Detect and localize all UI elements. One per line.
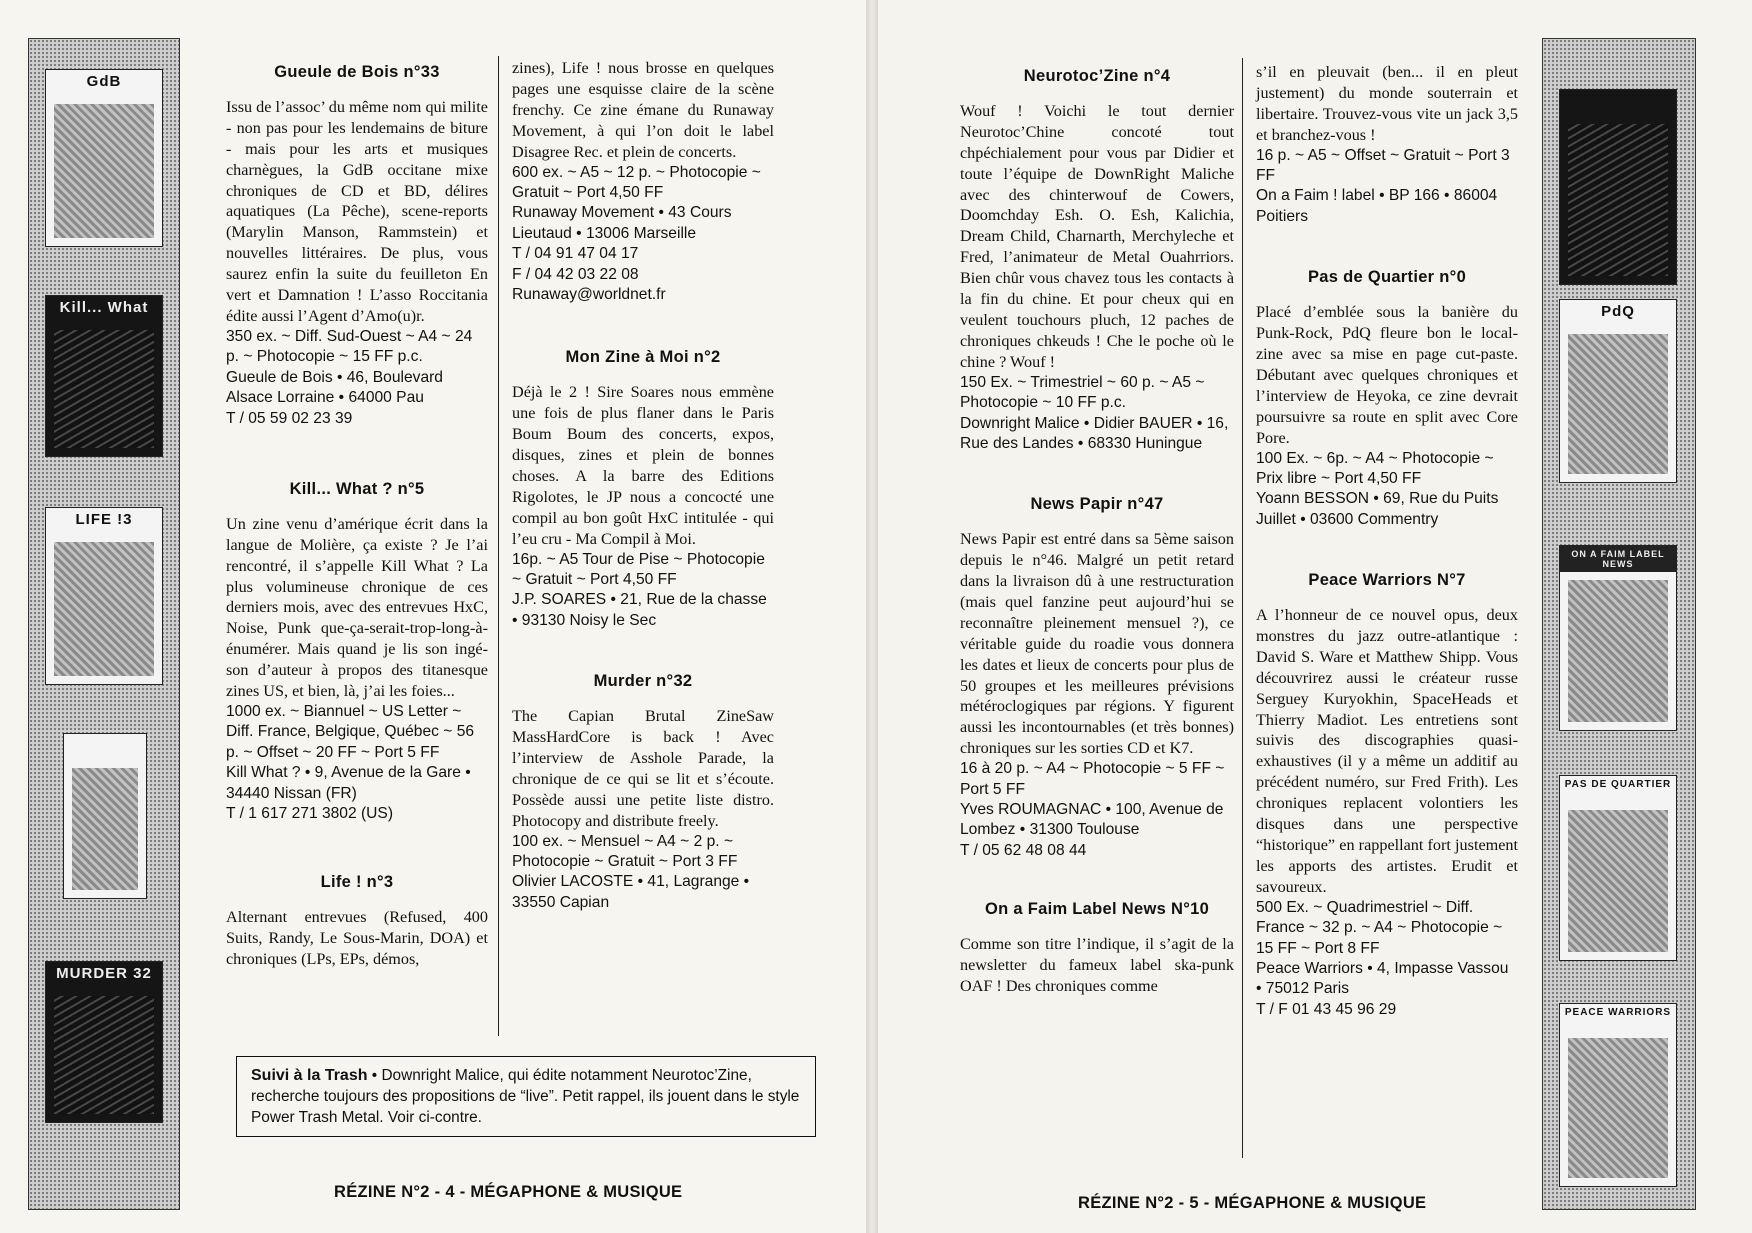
cover-thumbnail-kill-what	[45, 295, 163, 457]
left-page-footer: RÉZINE N°2 - 4 - MÉGAPHONE & MUSIQUE	[334, 1183, 683, 1201]
right-cover-strip	[1542, 38, 1696, 1210]
meta-line: Yves ROUMAGNAC • 100, Avenue de Lombez • 31300 Toulouse	[960, 801, 1224, 839]
column-rule	[1242, 58, 1243, 1158]
article-body: Placé d’emblée sous la banière du Punk-Rock, PdQ fleure bon le local-zine avec sa mise en page cut-paste. Débutant avec quelques chroniques et l’interview de Heyoka, ce zine devrait poursuivre sa route en split avec Core Pore.	[1256, 303, 1518, 447]
cover-label: GdB	[86, 73, 122, 90]
article-title: Peace Warriors N°7	[1308, 571, 1466, 590]
meta-line: 600 ex. ~ A5 ~ 12 p. ~ Photocopie ~ Gratuit ~ Port 4,50 FF	[512, 163, 761, 201]
article-body: zines), Life ! nous brosse en quelques pages une esquisse claire de la scène frenchy. Ce zine émane du Runaway Movement, à qui l’on doit le label Disagree Rec. et plein de concerts.	[512, 59, 774, 161]
article-body: The Capian Brutal ZineSaw MassHardCore is back ! Avec l’interview de Asshole Parade, la chronique de ce qui se lit et s’écoute. Possède aussi une petite liste distro. Photocopy and distribute freely.	[512, 707, 774, 830]
left-column-2	[512, 58, 774, 913]
article-meta	[226, 702, 488, 824]
suivi-a-la-trash-box	[236, 1056, 816, 1137]
meta-line: 100 ex. ~ Mensuel ~ A4 ~ 2 p. ~ Photocopie ~ Gratuit ~ Port 3 FF	[512, 832, 738, 870]
meta-line: Runaway@worldnet.fr	[512, 285, 666, 303]
right-column-1	[960, 66, 1234, 997]
cover-label	[1560, 90, 1676, 96]
cover-label: PdQ	[1601, 303, 1635, 320]
left-column-1	[226, 62, 488, 970]
article-title: Pas de Quartier n°0	[1307, 268, 1467, 287]
article-body: News Papir est entré dans sa 5ème saison depuis le n°46. Malgré un petit retard dans la livraison dû à une restructuration (mais quel fanzine peut aujourd’hui se reconnaître pleinement mensuel ?), ce véritable guide du roadie vous donnera les dates et lieux de concerts pour plus de 50 groupes et les meilleures prévisions météroclogiques par régions. Y figurent aussi les incontournables (et très bonnes) chroniques sur les sorties CD et K7.	[960, 530, 1234, 758]
article-meta	[960, 373, 1234, 455]
meta-line: 350 ex. ~ Diff. Sud-Ouest ~ A4 ~ 24 p. ~ Photocopie ~ 15 FF p.c.	[226, 327, 473, 366]
meta-line: Kill What ? • 9, Avenue de la Gare • 34440 Nissan (FR)	[226, 764, 471, 802]
article-title: News Papir n°47	[1030, 495, 1164, 514]
box-text: • Downright Malice, qui édite notamment Neurotoc’Zine, recherche toujours des propositions de “live”. Petit rappel, ils jouent dans le style Power Trash Metal. Voir ci-contre.	[251, 1067, 800, 1126]
cover-thumbnail-mon-zine	[63, 733, 147, 899]
article-body: Issu de l’assoc’ du même nom qui milite - non pas pour les lendemains de biture - mais pour les arts et musiques charnègues, la GdB occitane mixe chroniques de CD et BD, délires aquatiques (La Pêche), scene-reports (Marylin Manson, Rammstein) et nouvelles littéraires. De plus, vous saurez enfin la suite du feuilleton En vert et Damnation ! L’asso Roccitania édite aussi l’Agent d’Amo(u)r.	[226, 97, 488, 325]
meta-line: Peace Warriors • 4, Impasse Vassou • 75012 Paris	[1256, 959, 1509, 998]
article-meta	[960, 759, 1234, 861]
cover-thumbnail-neurotoc	[1559, 89, 1677, 285]
meta-line: T / 04 91 47 04 17	[512, 245, 639, 263]
article-title: Life ! n°3	[320, 873, 394, 892]
cover-thumbnail-peace-warriors	[1559, 1003, 1677, 1187]
article-title: Mon Zine à Moi n°2	[565, 348, 721, 367]
cover-label: ON A FAIM LABEL NEWS	[1560, 546, 1676, 572]
box-title: Suivi à la Trash	[251, 1067, 368, 1084]
article-meta	[1256, 898, 1518, 1020]
article-meta	[1256, 146, 1518, 228]
cover-label	[64, 734, 146, 740]
meta-line: On a Faim ! label • BP 166 • 86004 Poitiers	[1256, 187, 1498, 225]
meta-line: Gueule de Bois • 46, Boulevard Alsace Lorraine • 64000 Pau	[226, 368, 443, 407]
cover-label: PAS DE QUARTIER	[1564, 779, 1672, 790]
column-rule	[498, 56, 499, 1036]
meta-line: T / F 01 43 45 96 29	[1256, 1000, 1397, 1018]
left-cover-strip	[28, 38, 180, 1210]
article-body: Alternant entrevues (Refused, 400 Suits, Randy, Le Sous-Marin, DOA) et chroniques (LPs, EPs, démos,	[226, 908, 488, 969]
meta-line: T / 1 617 271 3802 (US)	[226, 805, 394, 822]
meta-line: Downright Malice • Didier BAUER • 16, Rue des Landes • 68330 Huningue	[960, 414, 1229, 452]
article-body: Un zine venu d’amérique écrit dans la langue de Molière, ça existe ? Je l’ai rencontré, il s’appelle Kill What ? La plus volumineuse chronique de ces derniers mois, avec des entrevues HxC, Noise, Punk que-ça-serait-trop-long-à-énumérer. Mais quand je lis son ingé-son d’auteur à propos des titanesque zines US, et bien, là, j’ai les foies...	[226, 514, 488, 701]
meta-line: Olivier LACOSTE • 41, Lagrange • 33550 Capian	[512, 873, 750, 911]
article-meta	[226, 327, 488, 429]
cover-thumbnail-pas-de-quartier	[1559, 775, 1677, 961]
meta-line: T / 05 59 02 23 39	[226, 409, 353, 427]
cover-label: Kill... What	[59, 299, 149, 316]
article-meta	[1256, 449, 1518, 531]
meta-line: F / 04 42 03 22 08	[512, 265, 639, 283]
article-body: A l’honneur de ce nouvel opus, deux monstres du jazz outre-atlantique : David S. Ware et Matthew Shipp. Vous découvrirez aussi le créateur russe Serguey Kuryokhin, SpaceHeads et Thierry Madiot. Les entretiens sont suivis des discographies quasi-exhaustives (il y a même un additif au précédent numéro, sur Fred Frith). Les chroniques replacent volontiers les disques dans une perspective “historique” en rappellant fort justement les apports des artistes. Erudit et savoureux.	[1256, 606, 1518, 896]
article-title: Gueule de Bois n°33	[274, 63, 440, 81]
cover-thumbnail-life	[45, 507, 163, 685]
meta-line: 16p. ~ A5 Tour de Pise ~ Photocopie ~ Gratuit ~ Port 4,50 FF	[512, 550, 765, 588]
cover-thumbnail-murder	[45, 961, 163, 1123]
article-title: Murder n°32	[593, 672, 693, 691]
meta-line: Runaway Movement • 43 Cours Lieutaud • 13006 Marseille	[512, 204, 732, 242]
meta-line: 16 p. ~ A5 ~ Offset ~ Gratuit ~ Port 3 FF	[1256, 146, 1510, 185]
cover-label: PEACE WARRIORS	[1564, 1007, 1672, 1018]
meta-line: 1000 ex. ~ Biannuel ~ US Letter ~ Diff. France, Belgique, Québec ~ 56 p. ~ Offset ~ 20 FF ~ Port 5 FF	[226, 702, 475, 761]
cover-label: LIFE !3	[75, 511, 133, 528]
cover-thumbnail-on-a-faim	[1559, 545, 1677, 731]
meta-line: T / 05 62 48 08 44	[960, 841, 1087, 859]
article-title: Neurotoc’Zine n°4	[1023, 67, 1171, 85]
article-title: On a Faim Label News N°10	[984, 900, 1210, 919]
cover-thumbnail-news-papir	[1559, 299, 1677, 483]
meta-line: J.P. SOARES • 21, Rue de la chasse • 93130 Noisy le Sec	[512, 591, 767, 629]
article-meta	[512, 550, 774, 632]
meta-line: 100 Ex. ~ 6p. ~ A4 ~ Photocopie ~ Prix libre ~ Port 4,50 FF	[1256, 449, 1494, 487]
page-gutter	[866, 0, 878, 1233]
meta-line: 16 à 20 p. ~ A4 ~ Photocopie ~ 5 FF ~ Port 5 FF	[960, 760, 1225, 798]
cover-label: MURDER 32	[56, 965, 152, 982]
article-meta	[512, 163, 774, 306]
article-body: Comme son titre l’indique, il s’agit de la newsletter du fameux label ska-punk OAF ! Des chroniques comme	[960, 935, 1234, 995]
meta-line: 150 Ex. ~ Trimestriel ~ 60 p. ~ A5 ~ Photocopie ~ 10 FF p.c.	[960, 373, 1205, 412]
meta-line: Yoann BESSON • 69, Rue du Puits Juillet • 03600 Commentry	[1256, 490, 1499, 528]
article-body: Déjà le 2 ! Sire Soares nous emmène une fois de plus flaner dans le Paris Boum Boum des concerts, expos, disques, zines et plein de bonnes choses. A la barre des Editions Rigolotes, le JP nous a concocté une compil au bon goût HxC intitulée - qui l’eu cru - Ma Compil à Moi.	[512, 383, 774, 548]
article-title: Kill... What ? n°5	[289, 479, 425, 498]
meta-line: 500 Ex. ~ Quadrimestriel ~ Diff. France ~ 32 p. ~ A4 ~ Photocopie ~ 15 FF ~ Port 8 FF	[1256, 898, 1503, 957]
right-page-footer: RÉZINE N°2 - 5 - MÉGAPHONE & MUSIQUE	[1078, 1194, 1427, 1212]
article-meta	[512, 832, 774, 914]
article-body: Wouf ! Voichi le tout dernier Neurotoc’Chine concoté tout chpéchialement pour vous par Didier et toute l’équipe de DownRight Maliche avec des chinterwouf de Cowers, Doomchday Esh. O. Esh, Kalichia, Dream Child, Charnarth, Merchyleche et Fred, l’animateur de Metal Ouahrriors. Bien chûr vous chavez tous les contacts à la fin du chine. Et pour cheux qui en veulent touchours pluch, 12 paches de chroniques chkeuds ! Che le poche où le chine ? Wouf !	[960, 101, 1234, 371]
cover-thumbnail-gueule-de-bois	[45, 69, 163, 247]
right-column-2	[1256, 62, 1518, 1020]
article-body: s’il en pleuvait (ben... il en pleut justement) du monde souterrain et libertaire. Trouvez-vous vite un jack 3,5 et branchez-vous !	[1256, 63, 1518, 144]
